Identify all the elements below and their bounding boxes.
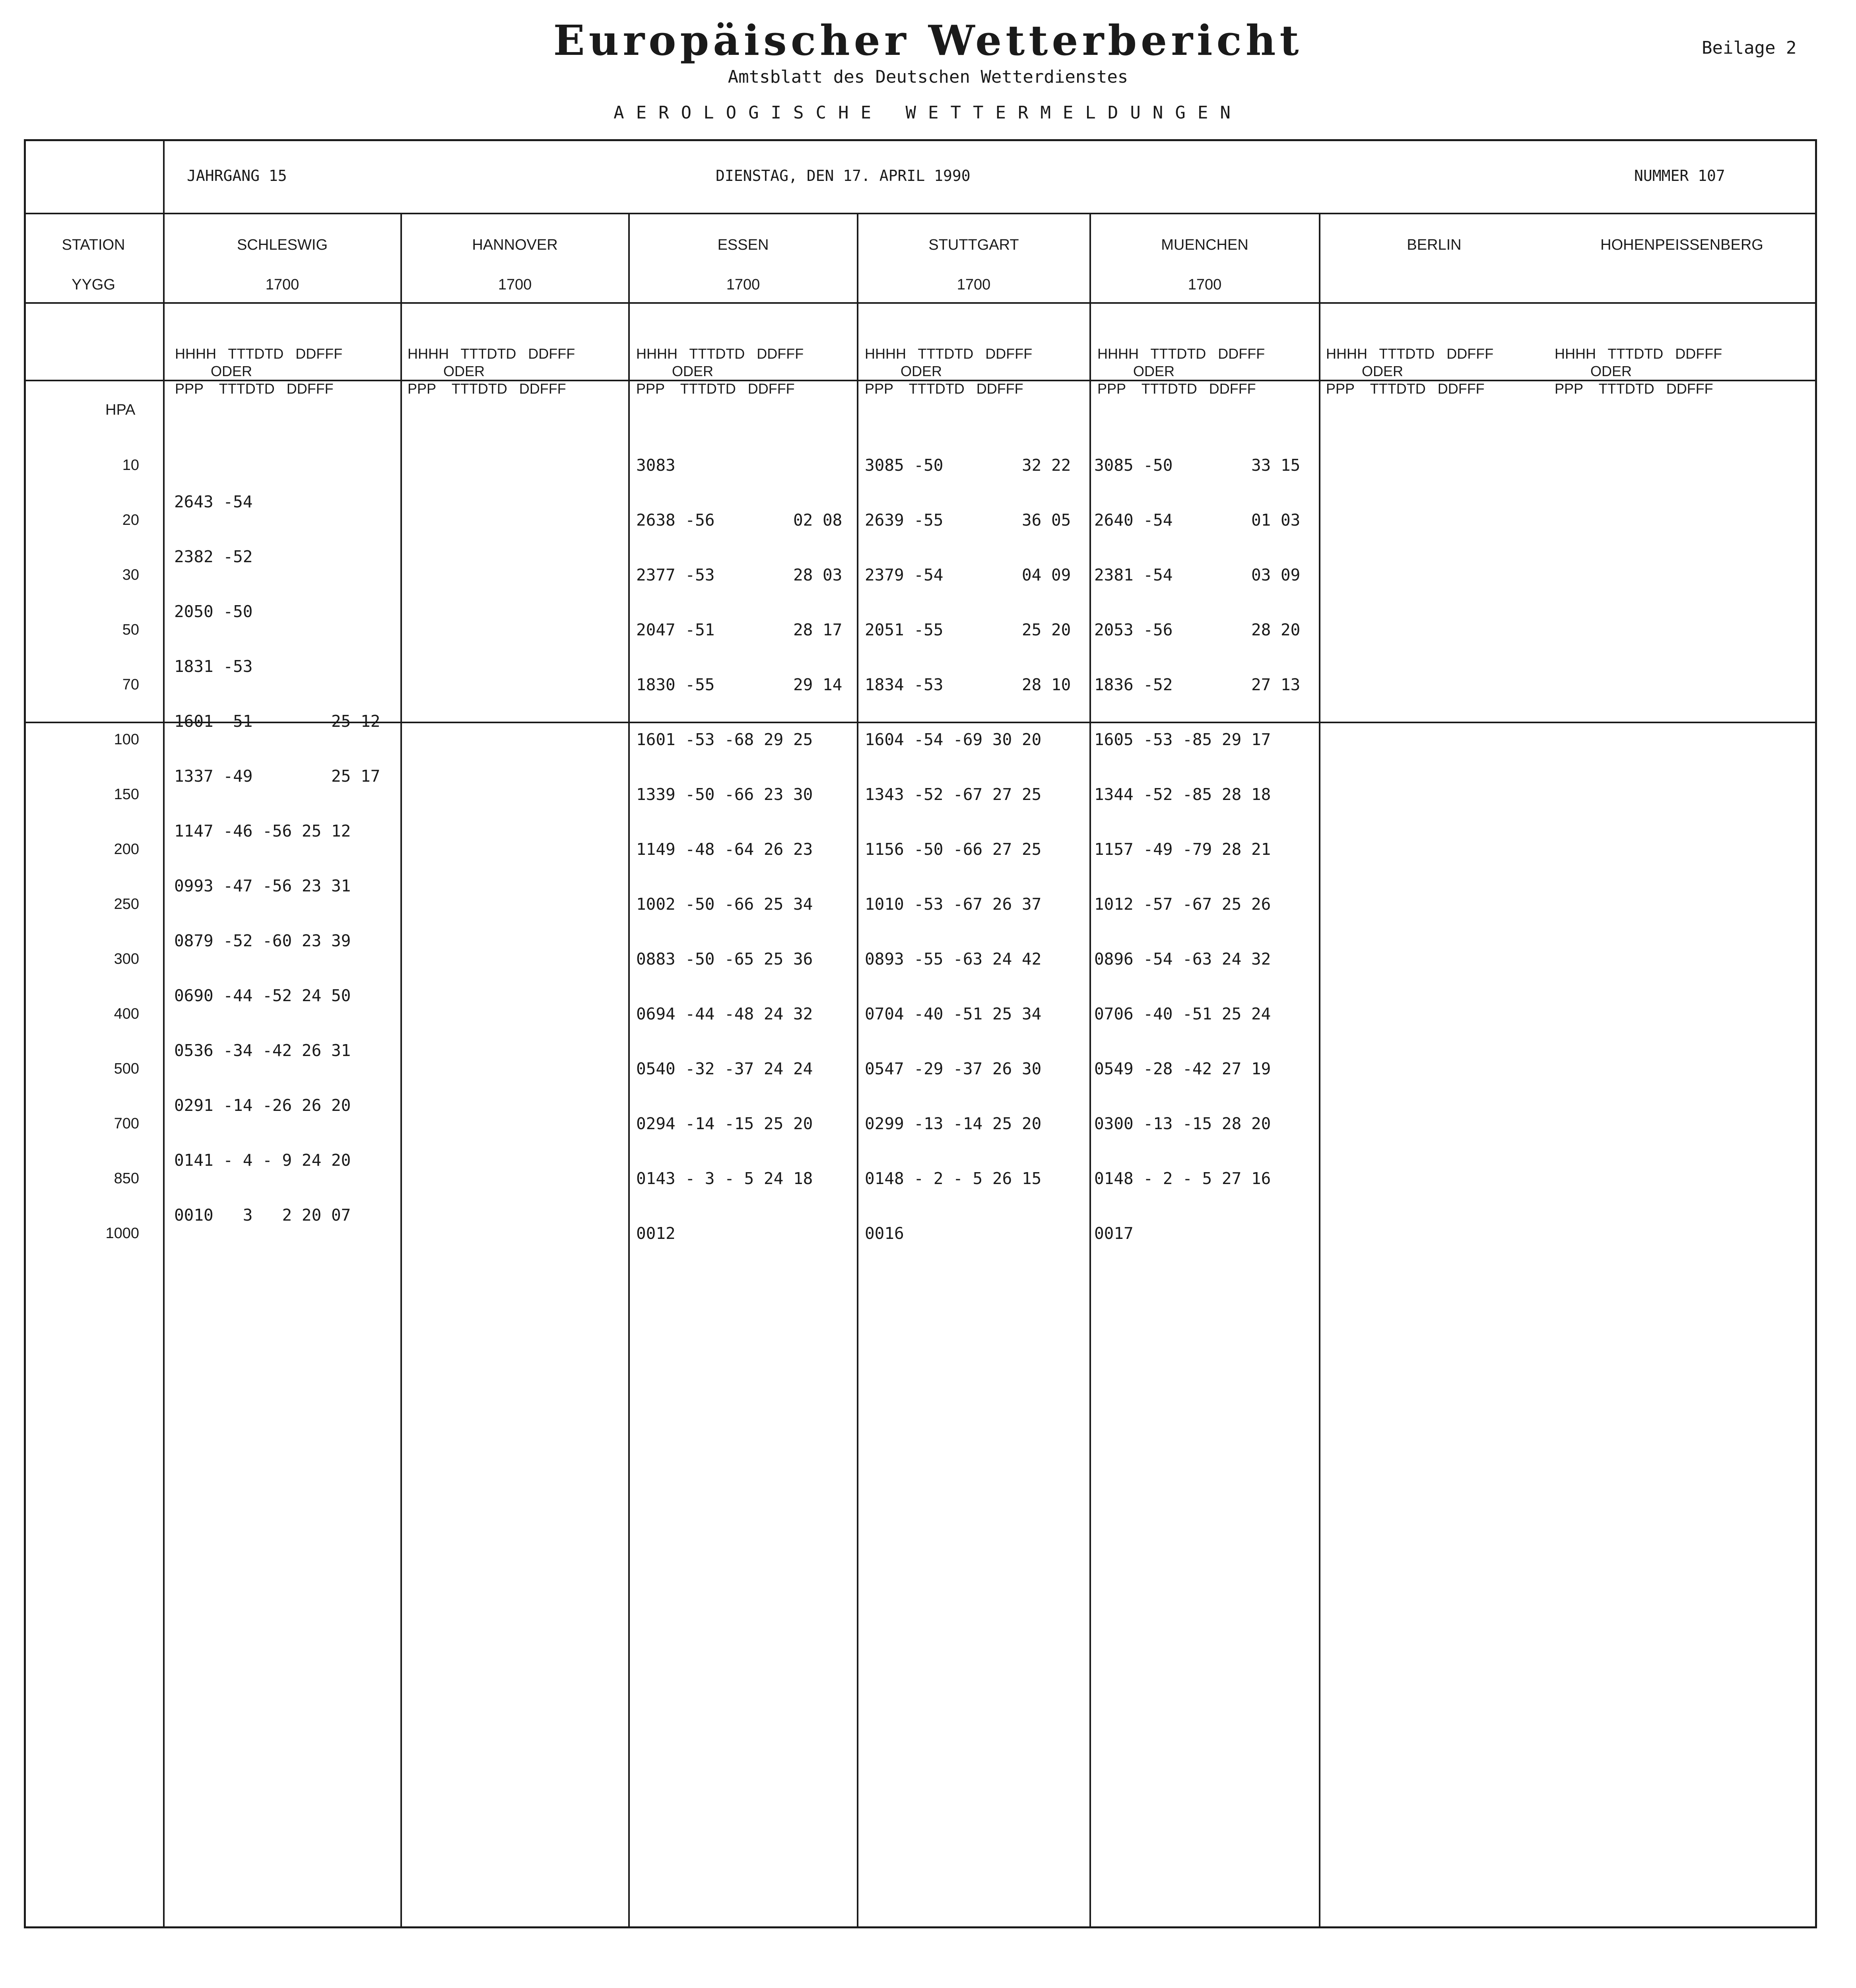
station-muenchen: MUENCHEN: [1161, 237, 1248, 253]
divider: [1319, 213, 1320, 1928]
data-row: 0017: [1094, 1224, 1134, 1243]
data-row: 2638 -56 02 08: [636, 511, 843, 530]
data-row: 2379 -54 04 09: [865, 565, 1071, 584]
essen-standard-levels: [636, 419, 842, 1261]
page-subtitle: Amtsblatt des Deutschen Wetterdienstes: [728, 67, 1128, 87]
data-row: 1834 -53 28 10: [865, 675, 1071, 694]
level-label: 10: [122, 457, 139, 474]
level-label: 50: [122, 621, 139, 638]
data-row: 0143 - 3 - 5 24 18: [636, 1169, 813, 1188]
data-row: 1344 -52 -85 28 18: [1094, 785, 1271, 804]
data-row: 0893 -55 -63 24 42: [865, 949, 1042, 969]
divider: [857, 213, 858, 1928]
level-label: 1000: [105, 1225, 139, 1242]
supplement-label: Beilage 2: [1702, 38, 1797, 58]
number-label: NUMMER 107: [1634, 167, 1725, 184]
column-header-essen: HHHH TTTDTD DDFFF ODER PPP TTTDTD DDFFF: [636, 346, 804, 397]
data-row: 1830 -55 29 14: [636, 675, 843, 694]
hpa-label: HPA: [105, 402, 136, 418]
data-row: 3085 -50 32 22: [865, 456, 1071, 475]
station-essen-time: 1700: [726, 276, 760, 293]
column-header-berlin: HHHH TTTDTD DDFFF ODER PPP TTTDTD DDFFF: [1326, 346, 1494, 397]
data-row: 3083: [636, 456, 676, 475]
data-row: 0694 -44 -48 24 32: [636, 1004, 813, 1023]
volume-label: JAHRGANG 15: [187, 167, 287, 184]
data-row: 2377 -53 28 03: [636, 565, 843, 584]
data-row: 2051 -55 25 20: [865, 620, 1071, 639]
data-row: 2382 -52: [174, 547, 253, 566]
station-stuttgart-time: 1700: [957, 276, 991, 293]
data-row: 0299 -13 -14 25 20: [865, 1114, 1042, 1133]
data-row: 1012 -57 -67 25 26: [1094, 895, 1271, 914]
data-row: 1601 -51 25 12: [174, 712, 381, 731]
level-label: 70: [122, 676, 139, 693]
station-muenchen-time: 1700: [1188, 276, 1222, 293]
data-row: 2053 -56 28 20: [1094, 620, 1301, 639]
level-label: 850: [114, 1170, 139, 1187]
level-label: 20: [122, 512, 139, 528]
data-row: 0690 -44 -52 24 50: [174, 986, 351, 1005]
data-row: 0300 -13 -15 28 20: [1094, 1114, 1271, 1133]
data-row: 1343 -52 -67 27 25: [865, 785, 1042, 804]
divider: [1089, 213, 1091, 1928]
date-label: DIENSTAG, DEN 17. APRIL 1990: [716, 167, 971, 184]
data-row: 1836 -52 27 13: [1094, 675, 1301, 694]
data-row: 0706 -40 -51 25 24: [1094, 1004, 1271, 1023]
level-label: 400: [114, 1006, 139, 1022]
data-row: 1149 -48 -64 26 23: [636, 840, 813, 859]
column-header-schleswig: HHHH TTTDTD DDFFF ODER PPP TTTDTD DDFFF: [175, 346, 343, 397]
level-label: 150: [114, 786, 139, 803]
data-row: 0141 - 4 - 9 24 20: [174, 1151, 351, 1170]
column-header-stuttgart: HHHH TTTDTD DDFFF ODER PPP TTTDTD DDFFF: [865, 346, 1033, 397]
divider: [24, 302, 1817, 304]
data-row: 0879 -52 -60 23 39: [174, 931, 351, 950]
data-row: 1157 -49 -79 28 21: [1094, 840, 1271, 859]
data-row: 1604 -54 -69 30 20: [865, 730, 1042, 749]
station-schleswig: SCHLESWIG: [237, 237, 328, 253]
data-row: 1156 -50 -66 27 25: [865, 840, 1042, 859]
station-essen: ESSEN: [717, 237, 769, 253]
station-berlin: BERLIN: [1407, 237, 1462, 253]
data-row: 2643 -54: [174, 492, 253, 511]
data-row: 0294 -14 -15 25 20: [636, 1114, 813, 1133]
data-row: 1339 -50 -66 23 30: [636, 785, 813, 804]
muenchen-standard-levels: [1094, 419, 1300, 1261]
column-header-hohenpeissenberg: HHHH TTTDTD DDFFF ODER PPP TTTDTD DDFFF: [1555, 346, 1722, 397]
data-row: 1601 -53 -68 29 25: [636, 730, 813, 749]
divider: [24, 213, 1817, 214]
data-row: 0993 -47 -56 23 31: [174, 876, 351, 895]
level-label: 500: [114, 1060, 139, 1077]
divider: [628, 213, 630, 1928]
data-row: 0012: [636, 1224, 676, 1243]
data-row: 0896 -54 -63 24 32: [1094, 949, 1271, 969]
data-row: 0704 -40 -51 25 34: [865, 1004, 1042, 1023]
data-row: 0547 -29 -37 26 30: [865, 1059, 1042, 1078]
schleswig-standard-levels: [174, 419, 380, 1242]
level-label: 700: [114, 1115, 139, 1132]
data-row: 0016: [865, 1224, 904, 1243]
data-row: 2381 -54 03 09: [1094, 565, 1301, 584]
station-hannover: HANNOVER: [472, 237, 558, 253]
data-row: 0148 - 2 - 5 27 16: [1094, 1169, 1271, 1188]
divider: [400, 213, 402, 1928]
data-row: 2639 -55 36 05: [865, 511, 1071, 530]
data-row: 0291 -14 -26 26 20: [174, 1096, 351, 1115]
data-row: 0148 - 2 - 5 26 15: [865, 1169, 1042, 1188]
column-header-muenchen: HHHH TTTDTD DDFFF ODER PPP TTTDTD DDFFF: [1097, 346, 1265, 397]
level-label: 100: [114, 731, 139, 748]
level-label: 250: [114, 896, 139, 912]
station-hohenpeissenberg: HOHENPEISSENBERG: [1600, 237, 1763, 253]
data-row: 1831 -53: [174, 657, 253, 676]
data-row: 0540 -32 -37 24 24: [636, 1059, 813, 1078]
station-stuttgart: STUTTGART: [928, 237, 1019, 253]
data-row: 3085 -50 33 15: [1094, 456, 1301, 475]
page-title: Europäischer Wetterbericht: [553, 16, 1303, 65]
station-row-label: STATION: [62, 237, 125, 253]
divider: [163, 139, 165, 1928]
data-row: 0010 3 2 20 07: [174, 1206, 351, 1225]
data-row: 2047 -51 28 17: [636, 620, 843, 639]
level-label: 300: [114, 951, 139, 967]
data-row: 0549 -28 -42 27 19: [1094, 1059, 1271, 1078]
data-row: 0883 -50 -65 25 36: [636, 949, 813, 969]
station-hannover-time: 1700: [498, 276, 532, 293]
data-row: 1337 -49 25 17: [174, 767, 381, 786]
station-schleswig-time: 1700: [265, 276, 299, 293]
pressure-levels: [40, 419, 139, 1261]
yygg-row-label: YYGG: [72, 276, 115, 293]
data-row: 1010 -53 -67 26 37: [865, 895, 1042, 914]
data-row: 2640 -54 01 03: [1094, 511, 1301, 530]
level-label: 200: [114, 841, 139, 858]
data-row: 1147 -46 -56 25 12: [174, 821, 351, 841]
data-row: 2050 -50: [174, 602, 253, 621]
level-label: 30: [122, 567, 139, 583]
data-row: 1002 -50 -66 25 34: [636, 895, 813, 914]
column-header-hannover: HHHH TTTDTD DDFFF ODER PPP TTTDTD DDFFF: [408, 346, 575, 397]
stuttgart-standard-levels: [865, 419, 1071, 1261]
section-title: AEROLOGISCHE WETTERMELDUNGEN: [613, 103, 1243, 123]
data-row: 0536 -34 -42 26 31: [174, 1041, 351, 1060]
data-row: 1605 -53 -85 29 17: [1094, 730, 1271, 749]
